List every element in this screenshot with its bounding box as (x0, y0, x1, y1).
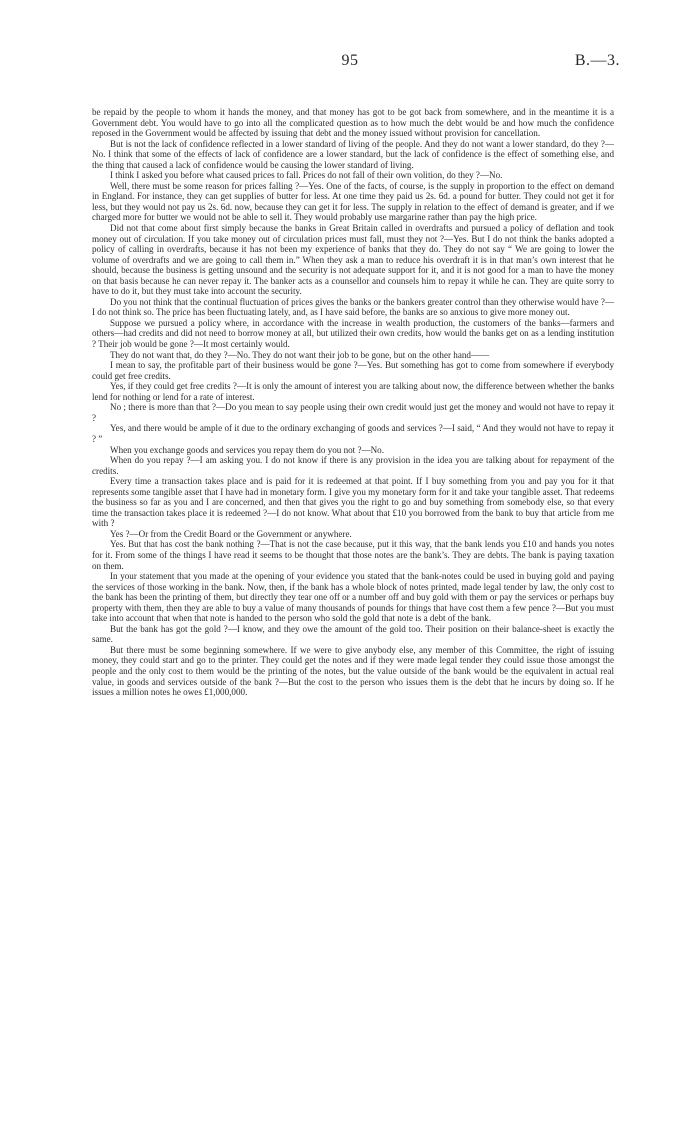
paragraph: Do you not think that the continual fluctuation of prices gives the banks or the bankers greater control than they otherwise would have ?—I do not think so. The price has been fluctuating lately, and, as I have said before, the banks are so anxious to give more money out. (92, 296, 614, 318)
paragraph: But is not the lack of confidence reflected in a lower standard of living of the people. And they do not want a lower standard, do they ?—No. I think that some of the effects of lack of confidence are a lower standard, but the lack of confidence is the effect of something else, and the thing that caused a lack of confidence would be causing the lower standard of living. (92, 138, 614, 170)
paragraph: be repaid by the people to whom it hands the money, and that money has got to be got back from somewhere, and in the meantime it is a Government debt. You would have to go into all the complicated question as to how much the debt would be and how much the confidence reposed in the Government would be affected by issuing that debt and the money issued without provision for cancellation. (92, 107, 614, 139)
page-number: 95 (341, 52, 359, 69)
paragraph: But the bank has got the gold ?—I know, and they owe the amount of the gold too. Their position on their balance-sheet is exactly the same. (92, 623, 614, 645)
paragraph: I mean to say, the profitable part of their business would be gone ?—Yes. But something has got to come from somewhere if everybody could get free credits. (92, 360, 614, 381)
document-reference: B.—3. (574, 52, 620, 69)
paragraph: Yes, and there would be ample of it due to the ordinary exchanging of goods and services ?—I said, “ And they would not have to repay it ? ” (92, 423, 614, 444)
paragraph: In your statement that you made at the opening of your evidence you stated that the bank-notes could be used in buying gold and paying the services of those working in the bank. Now, then, if the bank has a whole block of notes printed, made legal tender by law, the only cost to the bank has been the printing of them, but directly they tear one off or a number off and buy gold with them or pay the services or perhaps buy property with them, then they are able to buy a value of many thousands of pounds for things that have cost them a few pence ?—But you must take into account that when that note is handed to the person who sold the gold that note is a debt of the bank. (92, 571, 614, 624)
paragraph: But there must be some beginning somewhere. If we were to give anybody else, any member of this Committee, the right of issuing money, they could start and go to the printer. They could get the notes and if they were made legal tender they could issue those amongst the people and the only cost to them would be the printing of the notes, but the value outside of the bank would be the equivalent in actual real value, in goods and services outside of the bank ?—But the cost to the person who issues them is the debt that he incurs by doing so. If he issues a million notes he owes £1,000,000. (92, 644, 614, 698)
paragraph: Yes ?—Or from the Credit Board or the Government or anywhere. (110, 528, 352, 539)
paragraph: They do not want that, do they ?—No. They do not want their job to be gone, but on the other hand—— (110, 349, 490, 360)
paragraph: When you exchange goods and services you repay them do you not ?—No. (110, 444, 385, 455)
paragraph: I think I asked you before what caused prices to fall. Prices do not fall of their own volition, do they ?—No. (110, 170, 503, 181)
paragraph: Well, there must be some reason for prices falling ?—Yes. One of the facts, of course, is the supply in proportion to the effect on demand in England. For instance, they can get supplies of butter for less. At one time they paid us 2s. 6d. a pound for butter. They could not get it for less, but they would not pay us 2s. 6d. now, because they can get it for less. The supply in relation to the effect of demand is greater, and if we charged more for butter we would not be able to sell it. They would probably use margarine rather than pay the high price. (92, 180, 614, 223)
paragraph: No ; there is more than that ?—Do you mean to say people using their own credit would just get the money and would not have to repay it ? (92, 402, 614, 423)
paragraph: Yes, if they could get free credits ?—It is only the amount of interest you are talking about now, the difference between whether the banks lend for nothing or lend for a rate of interest. (92, 381, 614, 402)
paragraph: Yes. But that has cost the bank nothing ?—That is not the case because, put it this way, that the bank lends you £10 and hands you notes for it. From some of the things I have read it seems to be thought that those notes are the bank’s. They are debts. The bank is paying taxation on them. (92, 539, 614, 571)
paragraph: Did not that come about first simply because the banks in Great Britain called in overdrafts and pursued a policy of deflation and took money out of circulation. If you take money out of circulation prices must fall, must they not ?—Yes. But I do not think the banks adopted a policy of calling in overdrafts, because it has not been my experience of banks that they do. They do not say “ We are going to lower the volume of overdrafts and we are going to call them in.” When they ask a man to reduce his overdraft it is in that man’s own interest that he should, because the business is getting unsound and the security is not adequate support for it, and it is not good for a man to have the money on that basis because he can never repay it. The banker acts as a counsellor and counsels him to repay it while he can. They are quite sorry to have to do it, but they must take into account the security. (92, 223, 614, 297)
document-body (92, 107, 614, 698)
paragraph: Every time a transaction takes place and is paid for it is redeemed at that point. If I buy something from you and pay you for it that represents some tangible asset that I have had in monetary form. I give you my monetary form for it and take your tangible asset. That redeems the business so far as you and I are concerned, and then that gives you the right to go and buy something from somebody else, so that every time the transaction takes place it is redeemed ?—I do not know. What about that £10 you borrowed from the bank to buy that article from me with ? (92, 476, 614, 529)
page-header (0, 52, 700, 76)
paragraph: When do you repay ?—I am asking you. I do not know if there is any provision in the idea you are talking about for repayment of the credits. (92, 455, 614, 476)
paragraph: Suppose we pursued a policy where, in accordance with the increase in wealth production, the customers of the banks—farmers and others—had credits and did not need to borrow money at all, but utilized their own credits, how would the banks get on as a lending institution ? Their job would be gone ?—It most certainly would. (92, 317, 614, 350)
